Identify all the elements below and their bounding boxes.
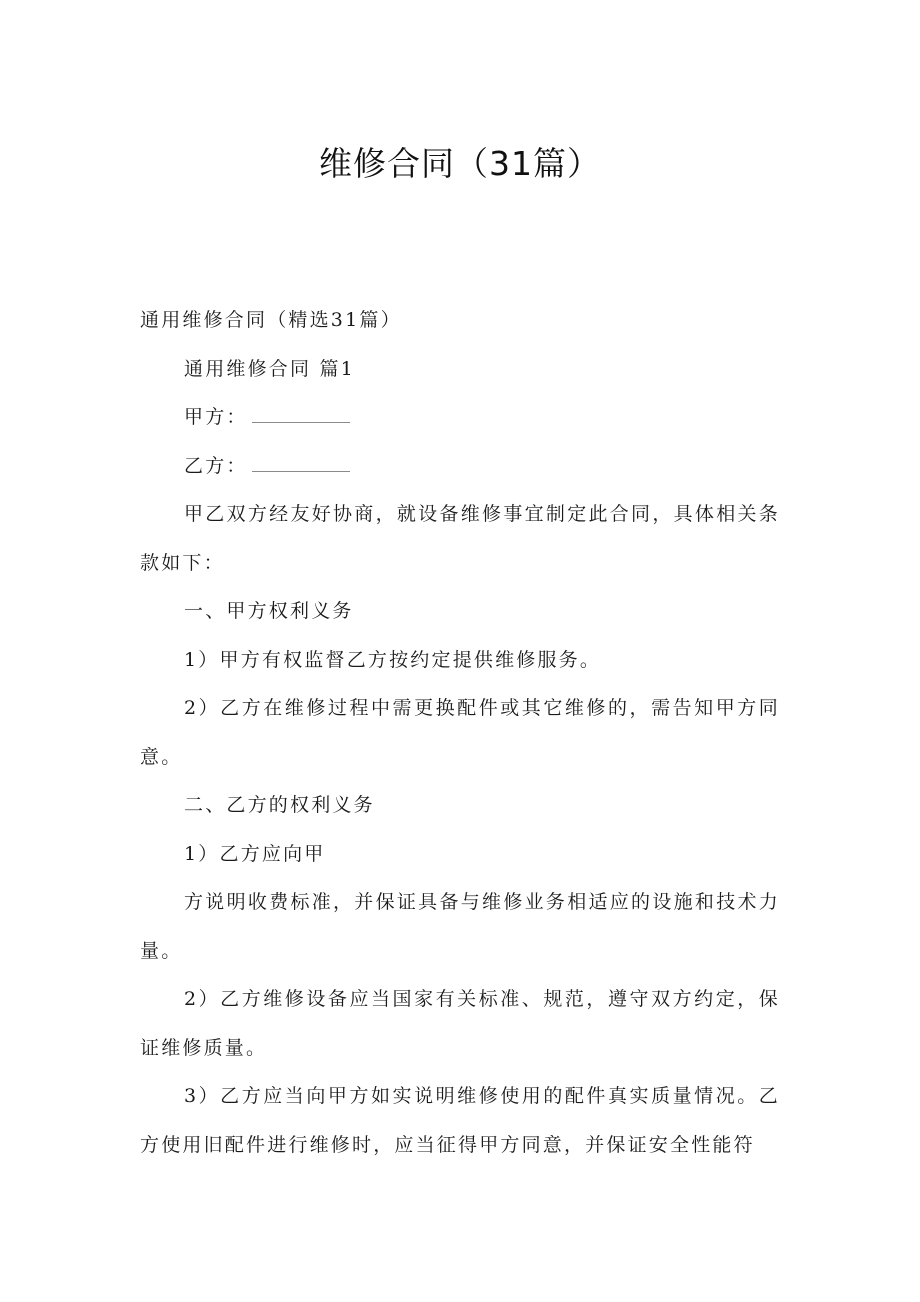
clause-2-item: 方说明收费标准，并保证具备与维修业务相适应的设施和技术力量。	[140, 891, 780, 962]
clause-2-item: 1）乙方应向甲	[184, 842, 326, 865]
clause-1-heading: 一、甲方权利义务	[184, 600, 354, 622]
party-a-blank	[252, 408, 350, 423]
intro-paragraph: 甲乙双方经友好协商，就设备维修事宜制定此合同，具体相关条款如下：	[140, 503, 780, 574]
document-title: 维修合同（31篇）	[319, 144, 601, 183]
clause-1-item: 2）乙方在维修过程中需更换配件或其它维修的，需告知甲方同意。	[140, 697, 780, 768]
clause-1-item: 1）甲方有权监督乙方按约定提供维修服务。	[184, 648, 602, 671]
party-b-label: 乙方：	[184, 454, 248, 477]
clause-2-item: 3）乙方应当向甲方如实说明维修使用的配件真实质量情况。乙方使用旧配件进行维修时，应当征得甲方同意，并保证安全性能符	[140, 1085, 780, 1156]
document-subtitle: 通用维修合同（精选31篇）	[140, 309, 402, 331]
clause-2-item: 2）乙方维修设备应当国家有关标准、规范，遵守双方约定，保证维修质量。	[140, 988, 780, 1059]
party-b-blank	[252, 457, 350, 472]
party-b-line	[140, 442, 780, 491]
party-a-line	[140, 393, 780, 442]
party-a-label: 甲方：	[184, 406, 248, 428]
document-body	[140, 296, 780, 1169]
section-heading: 通用维修合同 篇1	[184, 357, 355, 380]
clause-2-heading: 二、乙方的权利义务	[184, 794, 375, 816]
